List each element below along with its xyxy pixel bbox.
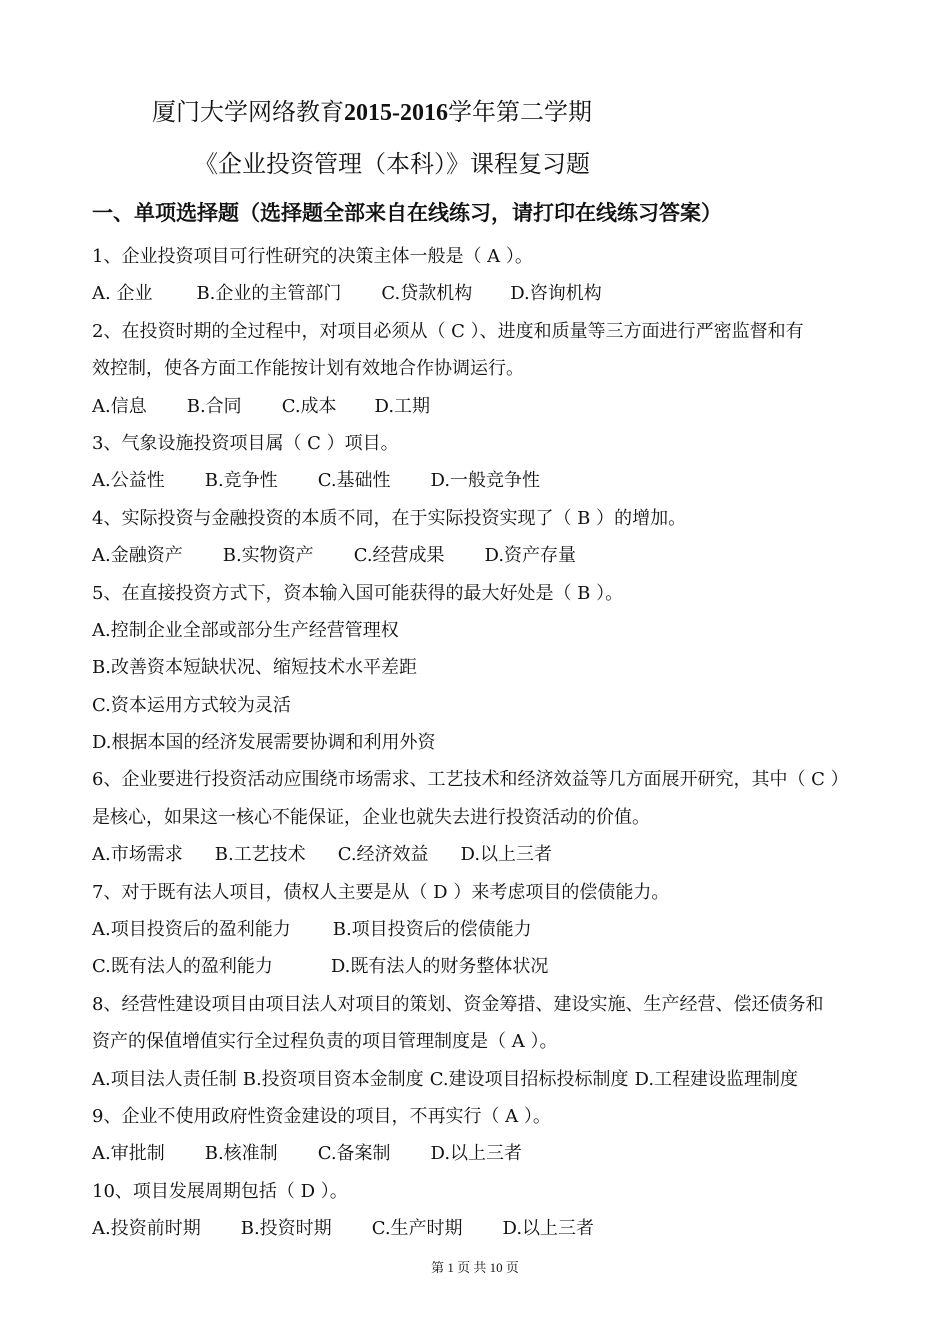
title-prefix: 厦门大学网络教育 [152, 98, 344, 126]
answer-options [92, 915, 862, 952]
option-item: A.信息 [92, 395, 147, 417]
question-text: 10、项目发展周期包括（ D ）。 [92, 1180, 348, 1202]
option-item: A.项目法人责任制 [92, 1068, 237, 1090]
option-item: C.既有法人的盈利能力 [92, 956, 273, 978]
question-text: A.控制企业全部或部分生产经营管理权 [92, 619, 399, 641]
option-item: B.投资项目资本金制度 [242, 1068, 424, 1090]
option-item: B.竞争性 [204, 470, 278, 492]
question-text: 6、企业要进行投资活动应围绕市场需求、工艺技术和经济效益等几方面展开研究，其中（ C ） [92, 769, 849, 791]
answer-options [92, 392, 862, 429]
question-text: 1、企业投资项目可行性研究的决策主体一般是（ A ）。 [92, 246, 533, 267]
question-text: 资产的保值增值实行全过程负责的项目管理制度是（ A ）。 [92, 1031, 558, 1053]
question-list [92, 242, 862, 1252]
answer-options [92, 1139, 862, 1176]
question-text: 4、实际投资与金融投资的本质不同，在于实际投资实现了（ B ）的增加。 [92, 507, 687, 529]
option-item: C.经济效益 [337, 844, 429, 866]
title-suffix: 学年第二学期 [448, 98, 592, 126]
question-text: B.改善资本短缺状况、缩短技术水平差距 [92, 657, 417, 679]
option-item: C.贷款机构 [381, 283, 473, 305]
option-item: A.项目投资后的盈利能力 [92, 919, 291, 941]
question-text: 是核心，如果这一核心不能保证，企业也就失去进行投资活动的价值。 [92, 806, 650, 828]
option-item: D.以上三者 [502, 1218, 595, 1240]
option-item: A. 企业 [92, 283, 153, 305]
page-footer: 第 1 页 共 10 页 [431, 1260, 519, 1275]
option-item: D.资产存量 [484, 545, 577, 567]
question-text: 效控制，使各方面工作能按计划有效地合作协调运行。 [92, 358, 524, 380]
answer-options [92, 1065, 862, 1102]
answer-options [92, 840, 862, 877]
option-item: A.审批制 [92, 1143, 165, 1165]
option-item: D.既有法人的财务整体状况 [330, 956, 549, 978]
option-item: B.合同 [186, 395, 242, 417]
question-text: 9、企业不使用政府性资金建设的项目，不再实行（ A ）。 [92, 1105, 551, 1127]
option-item: D.工程建设监理制度 [634, 1068, 799, 1090]
option-item: D.以上三者 [460, 844, 553, 866]
question-text: 2、在投资时期的全过程中，对项目必须从（ C ）、进度和质量等三方面进行严密监督和有 [92, 320, 804, 342]
question-text: 3、气象设施投资项目属（ C ）项目。 [92, 432, 399, 454]
option-item: C.建设项目招标投标制度 [429, 1068, 629, 1090]
document-subtitle: 《企业投资管理（本科）》课程复习题 [194, 150, 590, 178]
option-item: D.咨询机构 [510, 283, 602, 305]
option-item: C.生产时期 [371, 1218, 463, 1240]
answer-options [92, 279, 862, 316]
option-item: B.项目投资后的偿债能力 [332, 919, 532, 941]
title-year: 2015-2016 [344, 100, 448, 126]
answer-options [92, 466, 862, 503]
answer-options [92, 952, 862, 989]
option-item: A.市场需求 [92, 844, 183, 866]
option-item: C.备案制 [317, 1143, 391, 1165]
option-item: C.经营成果 [353, 545, 445, 567]
option-item: B.投资时期 [240, 1218, 332, 1240]
option-item: D.工期 [374, 395, 431, 417]
option-item: C.基础性 [317, 470, 391, 492]
section-heading: 一、单项选择题（选择题全部来自在线练习，请打印在线练习答案） [92, 201, 722, 225]
option-item: A.投资前时期 [92, 1218, 201, 1240]
option-item: A.公益性 [92, 470, 165, 492]
question-text: C.资本运用方式较为灵活 [92, 694, 291, 716]
option-item: B.企业的主管部门 [196, 283, 342, 305]
answer-options [92, 1214, 862, 1251]
option-item: B.工艺技术 [214, 844, 306, 866]
option-item: B.核准制 [204, 1143, 278, 1165]
question-text: D.根据本国的经济发展需要协调和利用外资 [92, 732, 436, 754]
question-text: 8、经营性建设项目由项目法人对项目的策划、资金筹措、建设实施、生产经营、偿还债务和 [92, 993, 824, 1015]
option-item: D.一般竞争性 [430, 470, 541, 492]
answer-options [92, 541, 862, 578]
option-item: B.实物资产 [222, 545, 314, 567]
option-item: A.金融资产 [92, 545, 183, 567]
option-item: D.以上三者 [430, 1143, 523, 1165]
document-title [152, 92, 592, 127]
question-text: 5、在直接投资方式下，资本输入国可能获得的最大好处是（ B ）。 [92, 582, 624, 604]
question-text: 7、对于既有法人项目，债权人主要是从（ D ）来考虑项目的偿债能力。 [92, 881, 670, 903]
option-item: C.成本 [281, 395, 337, 417]
